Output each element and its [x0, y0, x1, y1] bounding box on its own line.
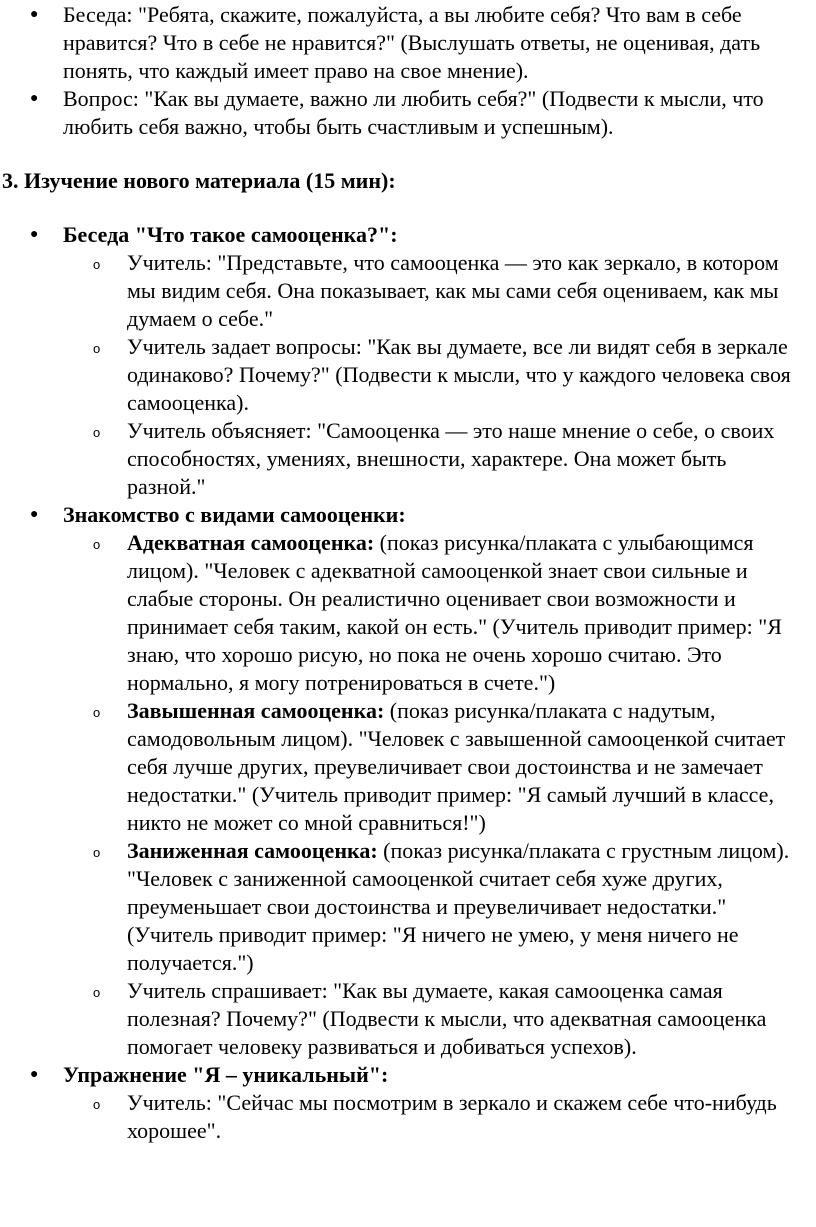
topic-item [0, 1061, 816, 1145]
topic-item [0, 501, 816, 1061]
bullet-icon: ● [30, 507, 39, 522]
subtopic-list [63, 529, 808, 1061]
circle-bullet-icon: o [93, 1097, 101, 1112]
bullet-icon: ● [30, 1067, 39, 1082]
subitem-text: Учитель спрашивает: "Как вы думаете, какая самооценка самая полезная? Почему?" (Подвести к мысли, что адекватная самооценка помогает человеку развиваться и добиваться успехов). [127, 978, 767, 1059]
bullet-icon: ● [30, 7, 39, 22]
section-heading: 3. Изучение нового материала (15 мин): [2, 168, 396, 193]
topic-title: Знакомство с видами самооценки: [63, 502, 406, 527]
list-item [93, 333, 808, 417]
kind-label: Завышенная самооценка: [127, 698, 385, 723]
list-item [93, 837, 808, 977]
intro-item-text: Беседа: "Ребята, скажите, пожалуйста, а вы любите себя? Что вам в себе нравится? Что в себе не нравится?" (Выслушать ответы, не оценивая, дать понять, что каждый имеет право на свое мнение). [63, 2, 761, 83]
kind-text: (показ рисунка/плаката с грустным лицом). "Человек с заниженной самооценкой считает себя хуже других, преуменьшает свои достоинства и преувеличивает недостатки." (Учитель приводит пример: "Я ничего не умею, у меня ничего не получается.") [127, 838, 790, 975]
list-item [93, 977, 808, 1061]
circle-bullet-icon: o [93, 985, 101, 1000]
bullet-icon: ● [30, 227, 39, 242]
intro-list [0, 1, 816, 141]
subitem-text: Учитель задает вопросы: "Как вы думаете, все ли видят себя в зеркале одинаково? Почему?" (Подвести к мысли, что у каждого человека своя самооценка). [127, 334, 791, 415]
list-item [93, 1089, 808, 1145]
list-item [93, 697, 808, 837]
circle-bullet-icon: o [93, 537, 101, 552]
subtopic-list [63, 1089, 808, 1145]
list-item [0, 1, 816, 85]
circle-bullet-icon: o [93, 845, 101, 860]
subitem-text: Учитель объясняет: "Самооценка — это наше мнение о себе, о своих способностях, умениях, внешности, характере. Она может быть разной." [127, 418, 775, 499]
topic-title: Беседа "Что такое самооценка?": [63, 222, 398, 247]
list-item [93, 249, 808, 333]
list-item [93, 529, 808, 697]
circle-bullet-icon: o [93, 705, 101, 720]
circle-bullet-icon: o [93, 257, 101, 272]
topic-title: Упражнение "Я – уникальный": [63, 1062, 389, 1087]
subitem-text: Учитель: "Представьте, что самооценка — это как зеркало, в котором мы видим себя. Она показывает, как мы сами себя оцениваем, как мы думаем о себе." [127, 250, 779, 331]
topic-item [0, 221, 816, 501]
intro-item-text: Вопрос: "Как вы думаете, важно ли любить себя?" (Подвести к мысли, что любить себя важно, чтобы быть счастливым и успешным). [63, 86, 764, 139]
kind-label: Заниженная самооценка: [127, 838, 378, 863]
circle-bullet-icon: o [93, 341, 101, 356]
circle-bullet-icon: o [93, 425, 101, 440]
kind-label: Адекватная самооценка: [127, 530, 375, 555]
kind-text: (показ рисунка/плаката с надутым, самодовольным лицом). "Человек с завышенной самооценкой считает себя лучше других, преувеличивает свои достоинства и не замечает недостатки." (Учитель приводит пример: "Я самый лучший в классе, никто не может со мной сравниться!") [127, 698, 786, 835]
topics-list [0, 221, 816, 1145]
kind-text: (показ рисунка/плаката с улыбающимся лицом). "Человек с адекватной самооценкой знает свои сильные и слабые стороны. Он реалистично оценивает свои возможности и принимает себя таким, какой он есть." (Учитель приводит пример: "Я знаю, что хорошо рисую, но пока не очень хорошо считаю. Это нормально, я могу потренироваться в счете.") [127, 530, 782, 695]
list-item [0, 85, 816, 141]
bullet-icon: ● [30, 91, 39, 106]
list-item [93, 417, 808, 501]
subitem-text: Учитель: "Сейчас мы посмотрим в зеркало и скажем себе что-нибудь хорошее". [127, 1090, 777, 1143]
subtopic-list [63, 249, 808, 501]
